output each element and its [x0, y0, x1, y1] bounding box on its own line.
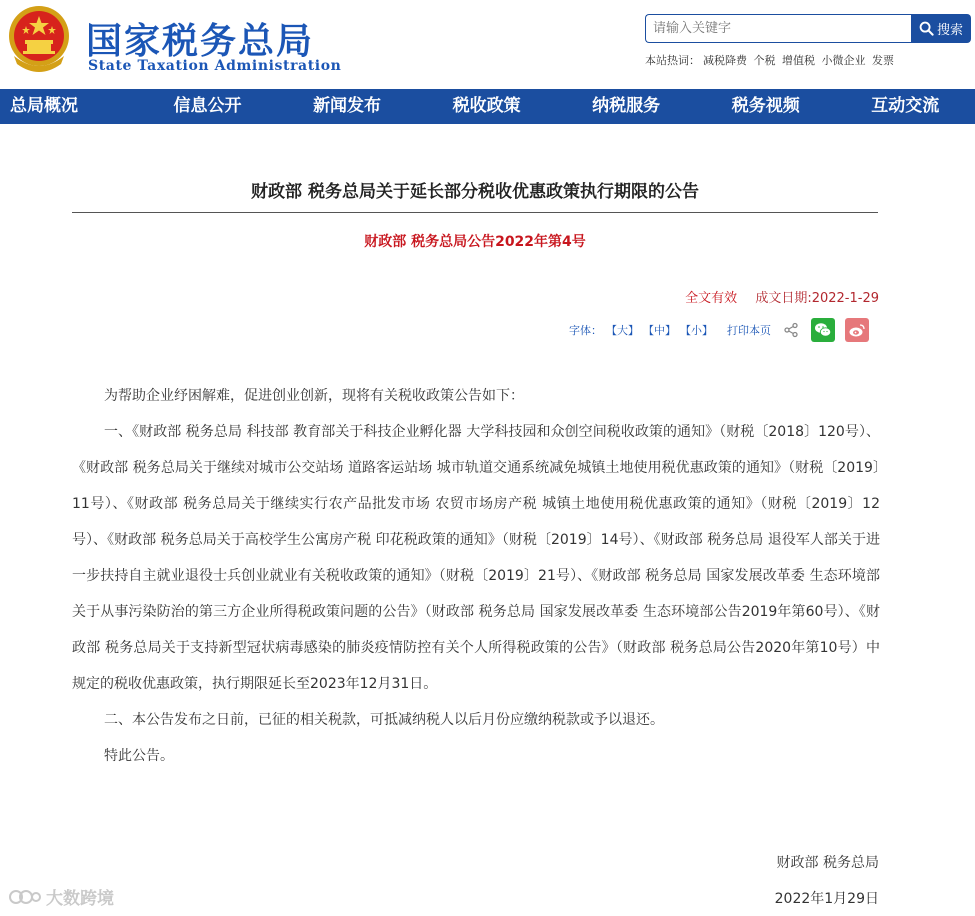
article-paragraph: 一、《财政部 税务总局 科技部 教育部关于科技企业孵化器 大学科技园和众创空间税收政策的通知》（财税〔2018〕120号）、《财政部 税务总局关于继续对城市公交站场 道路客运站场 城市轨道交通系统减免城镇土地使用税优惠政策的通知》（财税〔2019〕11号）、《财政部 税务总局关于继续实行农产品批发市场 农贸市场房产税 城镇土地使用税优惠政策的通知》（财税〔2019〕12号）、《财政部 税务总局关于高校学生公寓房产税 印花税政策的通知》（财税〔2019〕14号）、《财政部 税务总局 退役军人部关于进一步扶持自主就业退役士兵创业就业有关税收政策的通知》（财税〔2019〕21号）、《财政部 税务总局 国家发展改革委 生态环境部关于从事污染防治的第三方企业所得税政策问题的公告》（财政部 税务总局 国家发展改革委 生态环境部公告2019年第60号）、《财政部 税务总局关于支持新型冠状病毒感染的肺炎疫情防控有关个人所得税政策的公告》（财政部 税务总局公告2020年第10号）中规定的税收优惠政策，执行期限延长至2023年12月31日。 — [72, 424, 880, 692]
nav-item-taxpayer-service[interactable]: 纳税服务 — [592, 96, 661, 116]
article-paragraph: 特此公告。 — [104, 748, 174, 764]
hot-word-link[interactable]: 发票 — [872, 54, 894, 67]
signature-date: 2022年1月29日 — [774, 891, 879, 907]
article-title: 财政部 税务总局关于延长部分税收优惠政策执行期限的公告 — [251, 182, 699, 202]
hot-word-link[interactable]: 小微企业 — [821, 54, 866, 67]
nav-item-info-disclosure[interactable]: 信息公开 — [173, 96, 242, 116]
nav-item-tax-video[interactable]: 税务视频 — [731, 96, 800, 116]
search-button[interactable] — [911, 14, 971, 43]
font-size-label: 字体： — [569, 324, 602, 337]
font-medium-button[interactable]: 【中】 — [643, 324, 676, 337]
nav-item-interaction[interactable]: 互动交流 — [871, 96, 940, 116]
hot-word-link[interactable]: 增值税 — [782, 54, 815, 67]
national-emblem-logo[interactable] — [6, 4, 72, 74]
title-divider — [72, 212, 878, 213]
watermark-logo-icon — [8, 887, 42, 907]
watermark — [8, 884, 114, 909]
article-toolbar — [565, 318, 869, 342]
nav-item-news[interactable]: 新闻发布 — [313, 96, 382, 116]
validity-status: 全文有效 — [685, 291, 738, 306]
print-button[interactable]: 打印本页 — [727, 324, 771, 337]
article-paragraph: 为帮助企业纾困解难，促进创业创新，现将有关税收政策公告如下： — [104, 388, 524, 404]
main-nav — [0, 89, 975, 124]
weibo-icon — [848, 322, 866, 338]
article-paragraph: 二、本公告发布之日前，已征的相关税款，可抵减纳税人以后月份应缴纳税款或予以退还。 — [104, 712, 664, 728]
site-title[interactable]: 国家税务总局 — [86, 21, 315, 62]
article-meta — [685, 287, 879, 306]
site-header — [0, 0, 975, 88]
search-input[interactable] — [645, 14, 913, 43]
signature: 财政部 税务总局 — [776, 855, 879, 871]
font-large-button[interactable]: 【大】 — [606, 324, 639, 337]
watermark-text: 大数跨境 — [46, 889, 114, 909]
document-number: 财政部 税务总局公告2022年第4号 — [364, 234, 586, 250]
hot-words — [645, 52, 897, 68]
font-small-button[interactable]: 【小】 — [680, 324, 713, 337]
hot-word-link[interactable]: 减税降费 — [703, 54, 747, 67]
wechat-icon — [814, 322, 832, 338]
weibo-share-button[interactable] — [845, 318, 869, 342]
nav-item-overview[interactable]: 总局概况 — [10, 96, 78, 116]
hot-word-link[interactable]: 个税 — [753, 54, 776, 67]
issue-date: 成文日期:2022-1-29 — [755, 291, 879, 306]
search-button-label: 搜索 — [936, 23, 963, 38]
nav-item-tax-policy[interactable]: 税收政策 — [452, 96, 521, 116]
site-subtitle: State Taxation Administration — [88, 58, 342, 74]
share-icon[interactable] — [783, 322, 799, 338]
article-body — [72, 378, 880, 774]
search-icon — [919, 21, 934, 36]
hot-words-label: 本站热词： — [645, 54, 700, 67]
wechat-share-button[interactable] — [811, 318, 835, 342]
